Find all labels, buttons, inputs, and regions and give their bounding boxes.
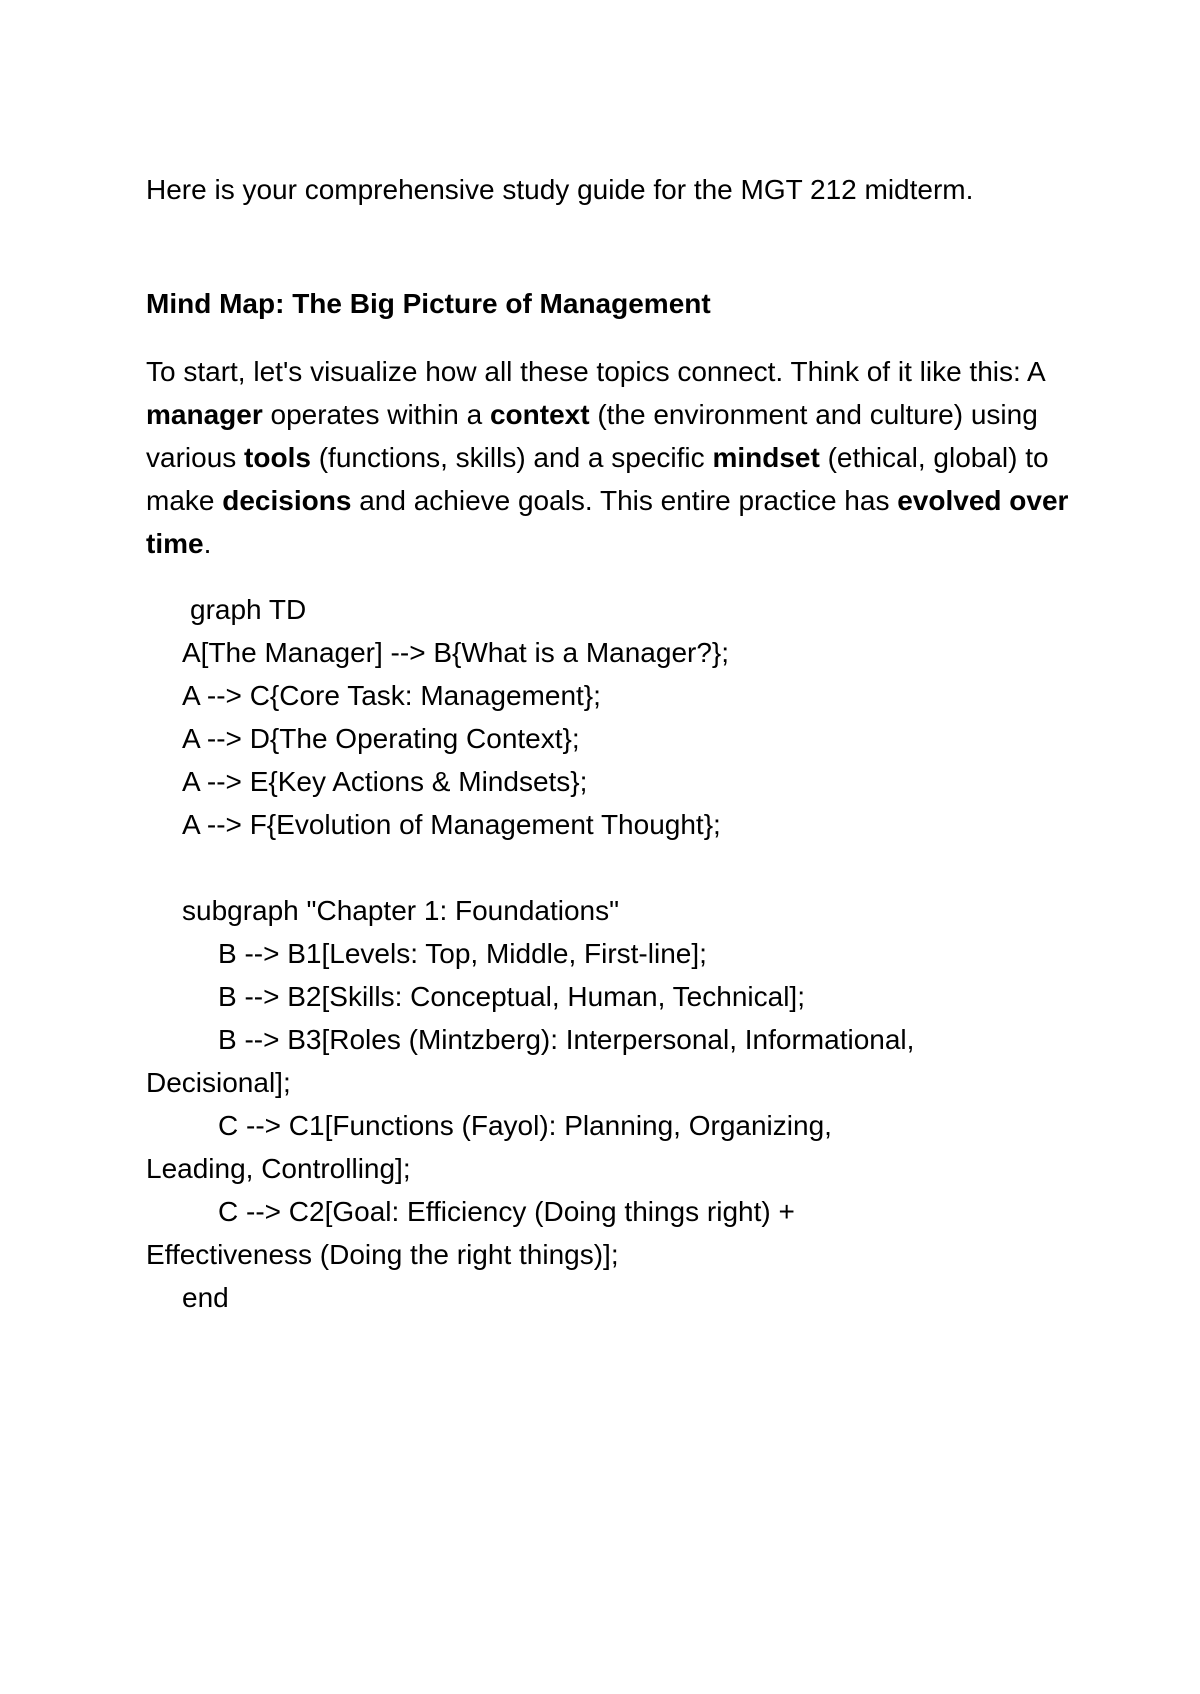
bold-term-evolved: evolved over time <box>146 485 1069 559</box>
paragraph-text: To start, let's visualize how all these topics connect. Think of it like this: A <box>146 356 1045 387</box>
intro-paragraph <box>146 350 1076 565</box>
code-line-continuation: Leading, Controlling]; <box>146 1153 411 1184</box>
code-line: B --> B1[Levels: Top, Middle, First-line]; <box>218 938 707 969</box>
intro-text: Here is your comprehensive study guide for the MGT 212 midterm. <box>146 174 974 205</box>
bold-term-tools: tools <box>244 442 311 473</box>
code-line: A --> C{Core Task: Management}; <box>182 680 601 711</box>
paragraph-text: . <box>203 528 212 559</box>
paragraph-text: (functions, skills) and a specific <box>310 442 713 473</box>
code-line: C --> C1[Functions (Fayol): Planning, Organizing, <box>218 1110 832 1141</box>
code-line: A[The Manager] --> B{What is a Manager?}; <box>182 637 730 668</box>
code-line: A --> E{Key Actions & Mindsets}; <box>182 766 588 797</box>
code-line-continuation: Effectiveness (Doing the right things)]; <box>146 1239 619 1270</box>
paragraph-text: (the environment and culture) using various <box>146 399 1038 473</box>
bold-term-context: context <box>489 399 590 430</box>
bold-term-manager: manager <box>146 399 263 430</box>
code-line-continuation: Decisional]; <box>146 1067 291 1098</box>
bold-term-decisions: decisions <box>222 485 352 516</box>
code-line-subgraph: subgraph "Chapter 1: Foundations" <box>182 895 620 926</box>
paragraph-text: and achieve goals. This entire practice has <box>351 485 898 516</box>
mermaid-code-block <box>146 588 1076 1319</box>
code-line-graph: graph TD <box>190 594 307 625</box>
code-line: B --> B2[Skills: Conceptual, Human, Technical]; <box>218 981 805 1012</box>
code-line: A --> F{Evolution of Management Thought}; <box>182 809 721 840</box>
bold-term-mindset: mindset <box>712 442 820 473</box>
section-heading: Mind Map: The Big Picture of Management <box>146 288 711 319</box>
code-blank-line <box>146 846 1076 889</box>
code-line: A --> D{The Operating Context}; <box>182 723 580 754</box>
code-line: C --> C2[Goal: Efficiency (Doing things right) + <box>218 1196 795 1227</box>
paragraph-text: (ethical, global) to make <box>146 442 1049 516</box>
code-line: B --> B3[Roles (Mintzberg): Interpersonal, Informational, <box>218 1024 915 1055</box>
code-line-end: end <box>182 1282 229 1313</box>
paragraph-text: operates within a <box>262 399 490 430</box>
